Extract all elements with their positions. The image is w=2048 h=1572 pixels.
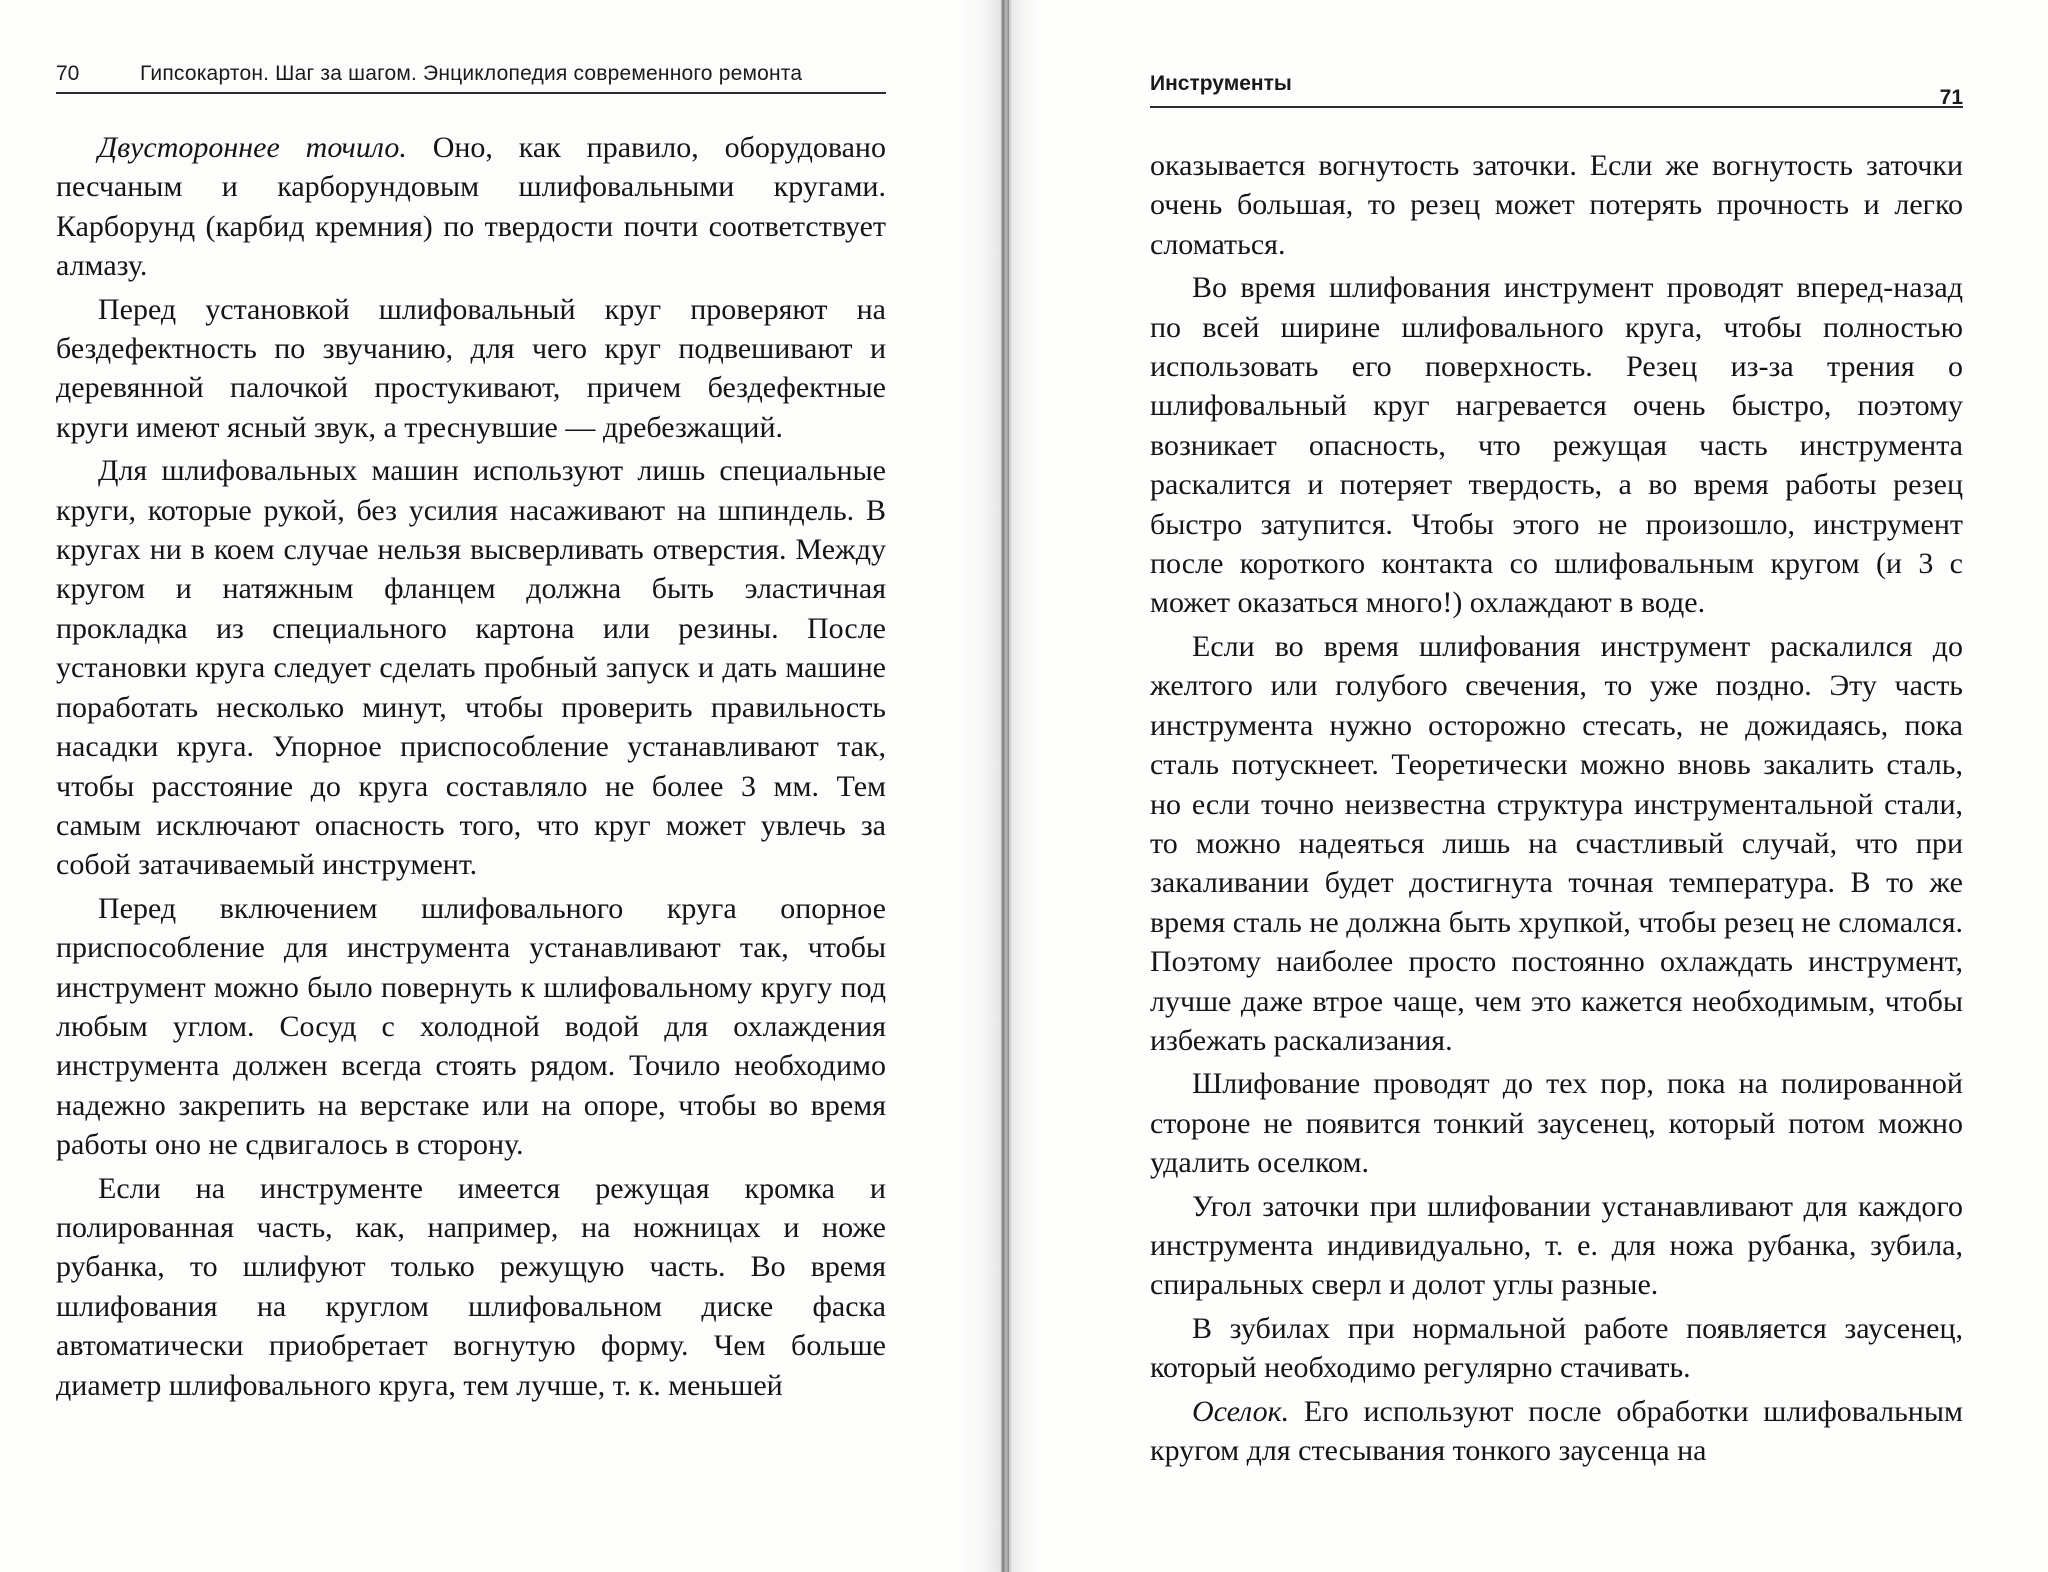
lead-term: Оселок. <box>1192 1394 1290 1428</box>
paragraph-text: В зубилах при нормальной работе появляется заусенец, который необходимо регулярно стачивать. <box>1150 1311 1963 1385</box>
left-paragraph <box>56 290 886 448</box>
right-paragraph <box>1150 268 1963 623</box>
right-paragraph <box>1150 1064 1963 1182</box>
lead-term: Двустороннее точило. <box>98 131 407 164</box>
left-paragraph <box>56 451 886 884</box>
left-running-head <box>56 58 886 94</box>
right-paragraph <box>1150 146 1963 264</box>
right-paragraph <box>1150 1392 1963 1471</box>
right-running-head <box>1150 58 1963 108</box>
right-page-number: 71 <box>1939 86 1963 109</box>
right-paragraph <box>1150 627 1963 1060</box>
right-running-title: Инструменты <box>1150 72 1292 95</box>
paragraph-text: оказывается вогнутость заточки. Если же вогнутость заточки очень большая, то резец может потерять прочность и легко сломаться. <box>1150 149 1963 261</box>
book-spine-fold <box>1003 0 1009 1572</box>
paragraph-text: Угол заточки при шлифовании устанавливают для каждого инструмента индивидуально, т. е. для ножа рубанка, зубила, спиральных сверл и долот углы разные. <box>1150 1189 1963 1302</box>
paragraph-text: Оно, как правило, оборудовано песчаным и карборундовым шлифовальными кругами. Карборунд (карбид кремния) по твердости почти соответствует алмазу. <box>56 131 886 283</box>
paragraph-text: Шлифование проводят до тех пор, пока на полированной стороне не появится тонкий заусенец, который потом можно удалить оселком. <box>1150 1067 1963 1180</box>
right-paragraph <box>1150 1187 1963 1305</box>
left-running-title: Гипсокартон. Шаг за шагом. Энциклопедия современного ремонта <box>140 62 803 85</box>
right-paragraph <box>1150 1309 1963 1388</box>
paragraph-text: Если во время шлифования инструмент раскалился до желтого или голубого свечения, то уже поздно. Эту часть инструмента нужно осторожно стесать, не дожидаясь, пока сталь потускнеет. Теоретически можно вновь закалить сталь, но если точно неизвестна структура инструментальной стали, то можно надеяться лишь на счастливый случай, что при закаливании будет достигнута точная температура. В то же время сталь не должна быть хрупкой, чтобы резец не сломался. Поэтому наиболее просто постоянно охлаждать инструмент, лучше даже втрое чаще, чем это кажется необходимым, чтобы избежать раскализания. <box>1150 629 1963 1057</box>
paragraph-text: Если на инструменте имеется режущая кромка и полированная часть, как, например, на ножницах и ноже рубанка, то шлифуют только режущую часть. Во время шлифования на круглом шлифовальном диске фаска автоматически приобретает вогнутую форму. Чем больше диаметр шлифовального круга, тем лучше, т. к. меньшей <box>56 1171 886 1402</box>
paragraph-text: Его используют после обработки шлифовальным кругом для стесывания тонкого заусенца на <box>1150 1394 1963 1467</box>
left-paragraph <box>56 889 886 1165</box>
paragraph-text: Во время шлифования инструмент проводят вперед-назад по всей ширине шлифовального круга, чтобы полностью использовать его поверхность. Резец из-за трения о шлифовальный круг нагревается очень быстро, поэтому возникает опасность, что режущая часть инструмента раскалится и потеряет твердость, а во время работы резец быстро затупится. Чтобы этого не произошло, инструмент после короткого контакта со шлифовальным кругом (и 3 с может оказаться много!) охлаждают в воде. <box>1150 271 1963 620</box>
paragraph-text: Перед включением шлифовального круга опорное приспособление для инструмента устанавливают так, чтобы инструмент можно было повернуть к шлифовальному кругу под любым углом. Сосуд с холодной водой для охлаждения инструмента должен всегда стоять рядом. Точило необходимо надежно закрепить на верстаке или на опоре, чтобы во время работы оно не сдвигалось в сторону. <box>56 891 886 1162</box>
left-page <box>0 0 995 1572</box>
paragraph-text: Перед установкой шлифовальный круг проверяют на бездефектность по звучанию, для чего круг подвешивают и деревянной палочкой простукивают, причем бездефектные круги имеют ясный звук, а треснувшие — дребезжащий. <box>56 292 886 444</box>
left-page-number: 70 <box>56 62 80 85</box>
left-paragraph <box>56 128 886 286</box>
left-text-column <box>56 128 886 1409</box>
right-text-column <box>1150 146 1963 1474</box>
left-paragraph <box>56 1169 886 1405</box>
paragraph-text: Для шлифовальных машин используют лишь специальные круги, которые рукой, без усилия насаживают на шпиндель. В кругах ни в коем случае нельзя высверливать отверстия. Между кругом и натяжным фланцем должна быть эластичная прокладка из специального картона или резины. После установки круга следует сделать пробный запуск и дать машине поработать несколько минут, чтобы проверить правильность насадки круга. Упорное приспособление устанавливают так, чтобы расстояние до круга составляло не более 3 мм. Тем самым исключают опасность того, что круг может увлечь за собой затачиваемый инструмент. <box>56 454 886 882</box>
